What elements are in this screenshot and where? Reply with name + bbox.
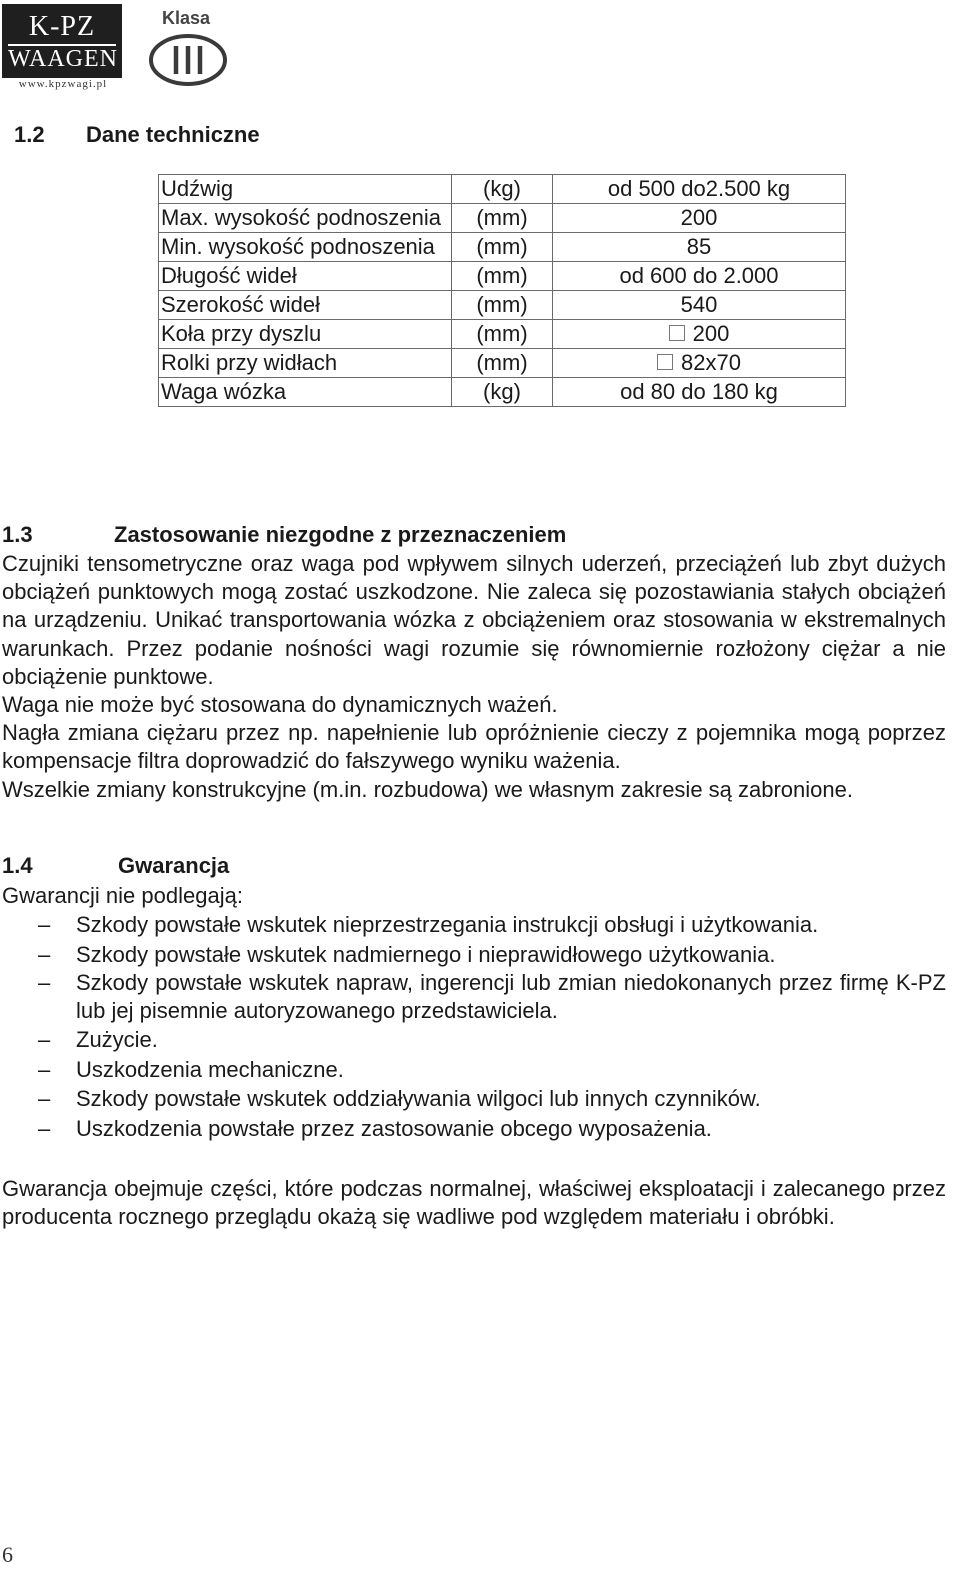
- spec-unit: (mm): [452, 349, 553, 378]
- table-row: [159, 262, 846, 291]
- paragraph: Wszelkie zmiany konstrukcyjne (m.in. rozbudowa) we własnym zakresie są zabronione.: [2, 776, 853, 802]
- spec-label: Rolki przy widłach: [159, 349, 452, 378]
- section-number: 1.3: [2, 522, 33, 547]
- table-row: [159, 378, 846, 407]
- section-1-3-body: [2, 550, 946, 804]
- paragraph: Czujniki tensometryczne oraz waga pod wpływem silnych uderzeń, przeciążeń lub zbyt dużych obciążeń punktowych mogą zostać uszkodzone. Nie zaleca się pozostawiania stałych obciążeń na urządzeniu. Unikać transportowania wózka z obciążeniem oraz stosowania w ekstremalnych warunkach. Przez podanie nośności wagi rozumie się równomiernie rozłożony ciężar a nie obciążenie punktowe.: [2, 551, 946, 689]
- spec-label: Długość wideł: [159, 262, 452, 291]
- spec-unit: (kg): [452, 378, 553, 407]
- list-item-text: Szkody powstałe wskutek oddziaływania wilgoci lub innych czynników.: [76, 1086, 761, 1111]
- spec-value: od 600 do 2.000: [553, 262, 846, 291]
- spec-value: od 500 do2.500 kg: [553, 175, 846, 204]
- spec-unit: (kg): [452, 175, 553, 204]
- dash-bullet-icon: –: [38, 1027, 51, 1052]
- list-item-text: Uszkodzenia powstałe przez zastosowanie obcego wyposażenia.: [76, 1115, 712, 1141]
- spec-value: 82x70: [681, 350, 741, 375]
- table-row: [159, 175, 846, 204]
- class-label: Klasa: [162, 8, 211, 28]
- spec-value: od 80 do 180 kg: [553, 378, 846, 407]
- kpz-waagen-logo: [2, 4, 122, 78]
- list-item-text: Uszkodzenia mechaniczne.: [76, 1056, 344, 1082]
- table-row: [159, 291, 846, 320]
- spec-unit: (mm): [452, 262, 553, 291]
- list-item: [2, 910, 946, 940]
- spec-label: Min. wysokość podnoszenia: [159, 233, 452, 262]
- section-number: 1.4: [2, 853, 33, 878]
- list-item: [2, 969, 946, 1025]
- section-1-2-heading: [14, 122, 260, 148]
- list-item-text: Zużycie.: [76, 1027, 158, 1052]
- section-number: 1.2: [14, 122, 45, 147]
- diameter-square-icon: [657, 354, 673, 370]
- diameter-square-icon: [669, 325, 685, 341]
- warranty-intro: Gwarancji nie podlegają:: [2, 883, 243, 908]
- spec-value: 85: [553, 233, 846, 262]
- dash-bullet-icon: –: [38, 912, 51, 937]
- spec-value: 540: [553, 291, 846, 320]
- section-title: Gwarancja: [118, 853, 230, 878]
- spec-value-cell: [553, 349, 846, 378]
- dash-bullet-icon: –: [38, 941, 51, 967]
- section-title: Dane techniczne: [86, 122, 260, 147]
- list-item: [2, 1055, 946, 1085]
- logo-url: www.kpzwagi.pl: [18, 78, 108, 90]
- section-title: Zastosowanie niezgodne z przeznaczeniem: [114, 522, 567, 547]
- spec-value: 200: [692, 321, 730, 346]
- list-item-text: Szkody powstałe wskutek nadmiernego i nieprawidłowego użytkowania.: [76, 941, 776, 967]
- list-item: [2, 940, 946, 970]
- logo-line-1: K-PZ: [28, 11, 96, 42]
- dash-bullet-icon: –: [38, 1086, 51, 1111]
- spec-unit: (mm): [452, 291, 553, 320]
- table-row: [159, 349, 846, 378]
- spec-unit: (mm): [452, 204, 553, 233]
- section-1-3-heading: [2, 522, 567, 548]
- spec-label: Koła przy dyszlu: [159, 320, 452, 349]
- list-item: [2, 1114, 946, 1144]
- list-item-text: Szkody powstałe wskutek nieprzestrzegania instrukcji obsługi i użytkowania.: [76, 912, 819, 937]
- spec-label: Waga wózka: [159, 378, 452, 407]
- spec-label: Max. wysokość podnoszenia: [159, 204, 452, 233]
- dash-bullet-icon: –: [38, 1115, 51, 1141]
- page-number: 6: [2, 1542, 13, 1567]
- spec-value: 200: [553, 204, 846, 233]
- warranty-exclusions-list: [2, 910, 946, 1143]
- table-row: [159, 233, 846, 262]
- logo-line-2: WAAGEN: [8, 46, 118, 72]
- class-iii-badge-icon: [148, 32, 230, 86]
- list-item: [2, 1025, 946, 1055]
- dash-bullet-icon: –: [38, 1056, 51, 1082]
- class-badge: [148, 8, 230, 84]
- technical-data-table: [158, 174, 846, 407]
- spec-unit: (mm): [452, 233, 553, 262]
- warranty-closing: Gwarancja obejmuje części, które podczas normalnej, właściwej eksploatacji i zalecanego przez producenta rocznego przeglądu okażą się wadliwe pod względem materiału i obróbki.: [2, 1176, 946, 1230]
- table-row: [159, 320, 846, 349]
- table-row: [159, 204, 846, 233]
- spec-value-cell: [553, 320, 846, 349]
- paragraph: Nagła zmiana ciężaru przez np. napełnienie lub opróżnienie cieczy z pojemnika mogą poprzez kompensacje filtra doprowadzić do fałszywego wyniku ważenia.: [2, 720, 946, 774]
- spec-label: Szerokość wideł: [159, 291, 452, 320]
- section-1-4-heading: [2, 853, 230, 879]
- list-item-text: Szkody powstałe wskutek napraw, ingerencji lub zmian niedokonanych przez firmę K-PZ lub jej pisemnie autoryzowanego przedstawiciela.: [76, 970, 946, 1023]
- spec-unit: (mm): [452, 320, 553, 349]
- paragraph: Waga nie może być stosowana do dynamicznych ważeń.: [2, 692, 558, 718]
- list-item: [2, 1084, 946, 1114]
- dash-bullet-icon: –: [38, 970, 51, 995]
- spec-label: Udźwig: [159, 175, 452, 204]
